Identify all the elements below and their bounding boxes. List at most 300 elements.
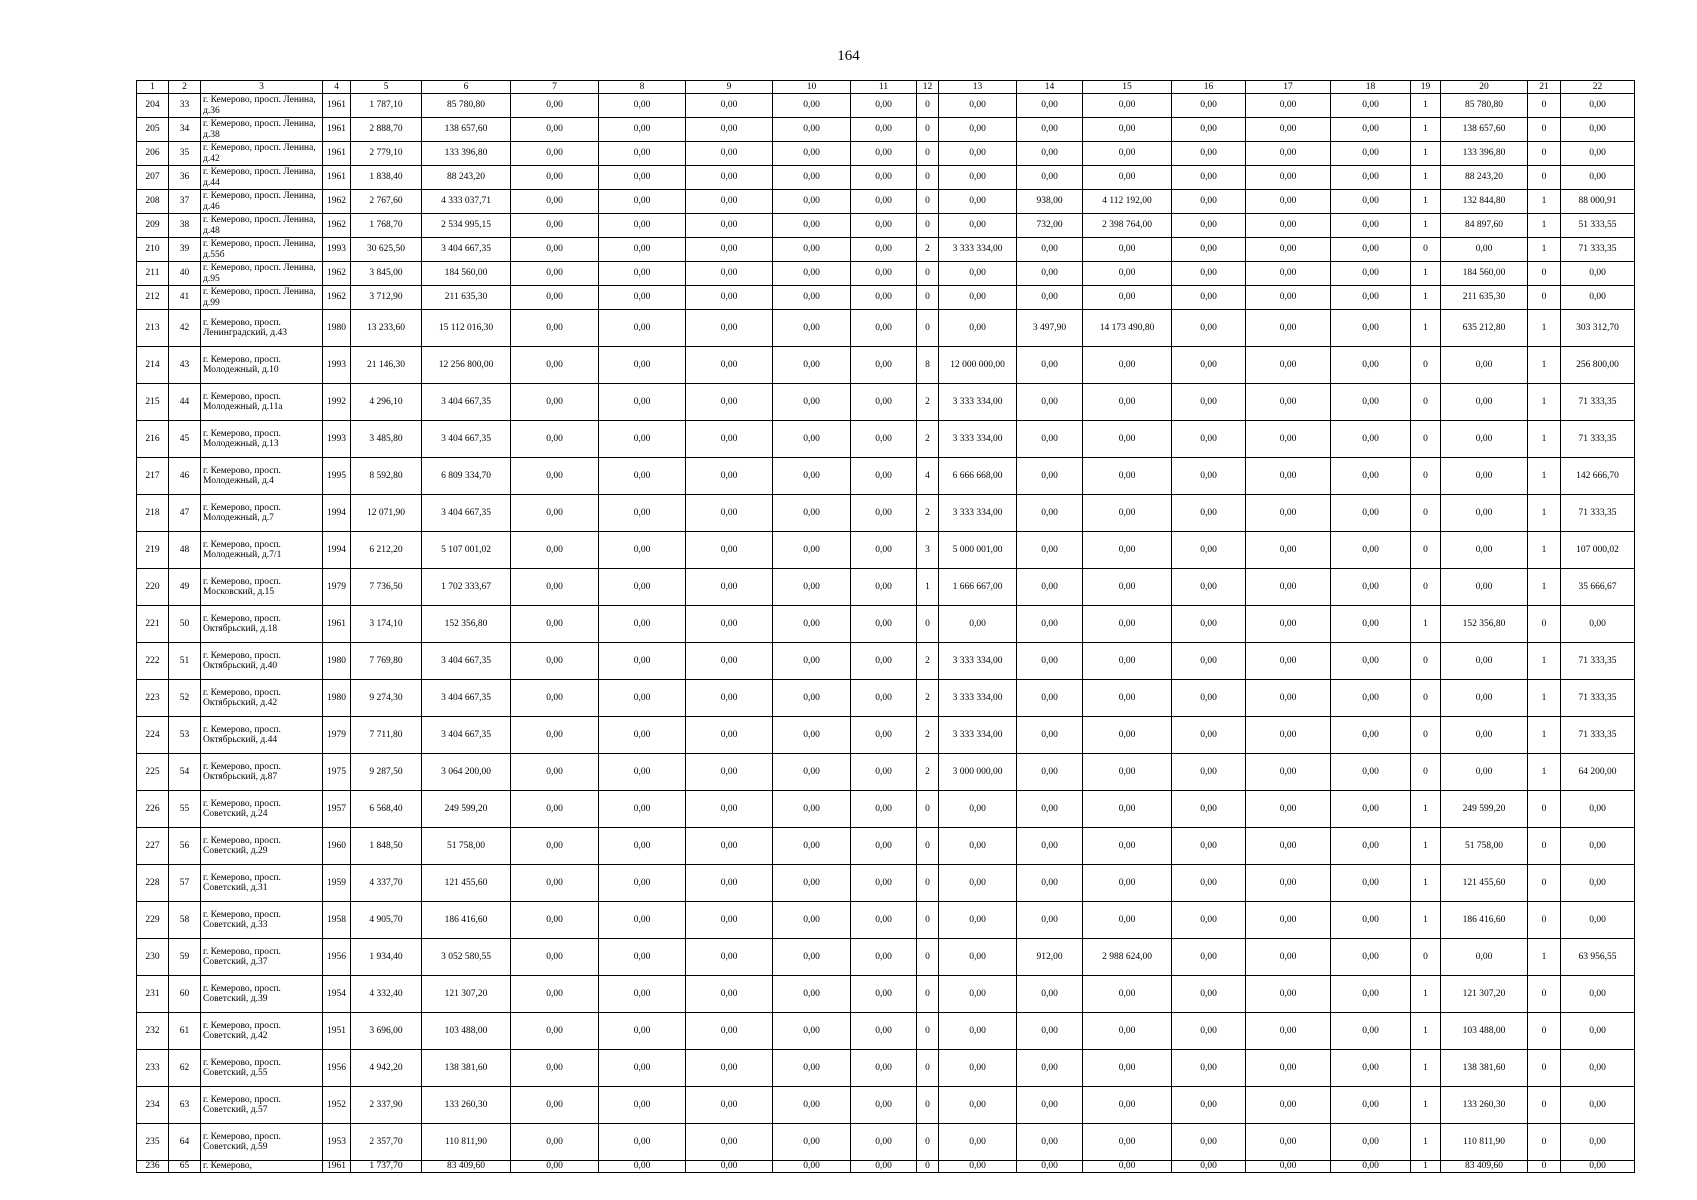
table-cell: 1	[1411, 1124, 1441, 1161]
table-row	[137, 286, 1635, 310]
table-cell: 71 333,35	[1561, 238, 1635, 262]
table-cell: 58	[169, 902, 201, 939]
table-cell: 1992	[323, 384, 351, 421]
address-cell: г. Кемерово, просп. Советский, д.37	[201, 939, 323, 976]
table-cell: 0,00	[1331, 214, 1411, 238]
table-cell: 0,00	[1017, 118, 1083, 142]
table-cell: 1	[1528, 643, 1561, 680]
table-cell: 0,00	[773, 384, 851, 421]
table-cell: 208	[137, 190, 169, 214]
table-cell: 225	[137, 754, 169, 791]
table-cell: 0,00	[939, 1050, 1017, 1087]
table-cell: 0,00	[686, 1161, 773, 1173]
table-cell: 0	[1528, 1050, 1561, 1087]
table-cell: 0,00	[511, 384, 599, 421]
table-cell: 1	[1528, 238, 1561, 262]
address-cell: г. Кемерово, просп. Октябрьский, д.87	[201, 754, 323, 791]
table-cell: 2 988 624,00	[1083, 939, 1172, 976]
table-cell: 0,00	[686, 680, 773, 717]
table-cell: 13 233,60	[351, 310, 422, 347]
table-cell: 0,00	[773, 532, 851, 569]
table-cell: 0,00	[1017, 569, 1083, 606]
table-cell: 1	[1411, 1050, 1441, 1087]
table-cell: 0,00	[599, 532, 686, 569]
address-cell: г. Кемерово, просп. Советский, д.24	[201, 791, 323, 828]
table-cell: 0,00	[1441, 717, 1528, 754]
table-cell: 0,00	[686, 939, 773, 976]
table-cell: 83 409,60	[1441, 1161, 1528, 1173]
table-cell: 0,00	[686, 458, 773, 495]
table-cell: 0,00	[1441, 458, 1528, 495]
table-cell: 0,00	[851, 458, 917, 495]
table-cell: 0,00	[1172, 421, 1246, 458]
table-cell: 54	[169, 754, 201, 791]
table-cell: 85 780,80	[1441, 94, 1528, 118]
table-cell: 0,00	[1246, 1124, 1331, 1161]
table-cell: 0,00	[599, 1161, 686, 1173]
table-cell: 1962	[323, 214, 351, 238]
column-number-cell: 21	[1528, 81, 1561, 94]
table-cell: 7 736,50	[351, 569, 422, 606]
table-cell: 9 287,50	[351, 754, 422, 791]
table-cell: 0,00	[1561, 94, 1635, 118]
table-cell: 0,00	[851, 717, 917, 754]
table-row	[137, 939, 1635, 976]
table-cell: 0,00	[1017, 791, 1083, 828]
table-cell: 1	[1528, 310, 1561, 347]
table-cell: 0,00	[1083, 262, 1172, 286]
table-cell: 0,00	[1172, 310, 1246, 347]
table-cell: 1	[1411, 286, 1441, 310]
column-number-cell: 11	[851, 81, 917, 94]
column-number-cell: 4	[323, 81, 351, 94]
table-cell: 0,00	[773, 902, 851, 939]
table-cell: 1961	[323, 118, 351, 142]
table-cell: 132 844,80	[1441, 190, 1528, 214]
table-cell: 186 416,60	[1441, 902, 1528, 939]
table-cell: 0,00	[773, 865, 851, 902]
table-cell: 222	[137, 643, 169, 680]
table-cell: 0	[917, 262, 939, 286]
table-cell: 0	[1528, 1161, 1561, 1173]
table-cell: 1961	[323, 94, 351, 118]
address-cell: г. Кемерово, просп. Октябрьский, д.18	[201, 606, 323, 643]
table-cell: 36	[169, 166, 201, 190]
table-cell: 0,00	[686, 828, 773, 865]
table-cell: 0,00	[1441, 939, 1528, 976]
table-cell: 0,00	[1017, 606, 1083, 643]
table-cell: 0,00	[686, 94, 773, 118]
table-cell: 0,00	[1172, 606, 1246, 643]
address-cell: г. Кемерово, просп. Ленина, д.55б	[201, 238, 323, 262]
table-cell: 4 296,10	[351, 384, 422, 421]
table-cell: 635 212,80	[1441, 310, 1528, 347]
table-cell: 0,00	[773, 976, 851, 1013]
table-cell: 0,00	[686, 190, 773, 214]
table-cell: 0,00	[1246, 569, 1331, 606]
table-cell: 0,00	[1172, 1087, 1246, 1124]
table-cell: 0,00	[939, 828, 1017, 865]
table-cell: 0,00	[939, 166, 1017, 190]
table-cell: 0,00	[1441, 421, 1528, 458]
table-cell: 0,00	[686, 384, 773, 421]
table-cell: 0,00	[686, 310, 773, 347]
table-cell: 0,00	[851, 865, 917, 902]
table-cell: 46	[169, 458, 201, 495]
table-cell: 0,00	[511, 1124, 599, 1161]
table-cell: 211	[137, 262, 169, 286]
table-cell: 0,00	[599, 190, 686, 214]
table-cell: 235	[137, 1124, 169, 1161]
table-cell: 232	[137, 1013, 169, 1050]
address-cell: г. Кемерово, просп. Ленина, д.44	[201, 166, 323, 190]
table-cell: 133 396,80	[422, 142, 511, 166]
table-cell: 0,00	[1246, 94, 1331, 118]
table-cell: 1	[1528, 458, 1561, 495]
table-cell: 1980	[323, 680, 351, 717]
table-cell: 0,00	[851, 569, 917, 606]
table-cell: 0,00	[1331, 262, 1411, 286]
table-cell: 0,00	[1331, 1087, 1411, 1124]
table-cell: 0,00	[599, 118, 686, 142]
table-cell: 0,00	[511, 1013, 599, 1050]
table-cell: 0,00	[773, 262, 851, 286]
table-cell: 43	[169, 347, 201, 384]
address-cell: г. Кемерово, просп. Молодежный, д.4	[201, 458, 323, 495]
table-cell: 0,00	[1172, 680, 1246, 717]
table-cell: 0,00	[1246, 532, 1331, 569]
column-number-cell: 9	[686, 81, 773, 94]
table-row	[137, 166, 1635, 190]
table-cell: 0,00	[686, 865, 773, 902]
address-cell: г. Кемерово, просп. Ленина, д.38	[201, 118, 323, 142]
table-cell: 0,00	[1331, 458, 1411, 495]
table-cell: 0,00	[939, 939, 1017, 976]
table-cell: 30 625,50	[351, 238, 422, 262]
table-cell: 33	[169, 94, 201, 118]
table-cell: 0,00	[773, 717, 851, 754]
table-cell: 1	[1411, 262, 1441, 286]
table-cell: 0,00	[939, 190, 1017, 214]
table-cell: 60	[169, 976, 201, 1013]
table-cell: 0,00	[511, 238, 599, 262]
table-cell: 236	[137, 1161, 169, 1173]
table-cell: 1	[1411, 94, 1441, 118]
table-cell: 0,00	[1083, 902, 1172, 939]
table-cell: 0,00	[1017, 1161, 1083, 1173]
table-cell: 912,00	[1017, 939, 1083, 976]
table-cell: 1 838,40	[351, 166, 422, 190]
table-cell: 0,00	[1083, 1124, 1172, 1161]
table-row	[137, 142, 1635, 166]
table-cell: 0,00	[1017, 828, 1083, 865]
table-cell: 0,00	[939, 262, 1017, 286]
table-row	[137, 458, 1635, 495]
table-row	[137, 384, 1635, 421]
table-cell: 0,00	[1246, 1013, 1331, 1050]
table-cell: 0,00	[599, 166, 686, 190]
table-cell: 207	[137, 166, 169, 190]
table-cell: 0,00	[511, 118, 599, 142]
column-number-cell: 10	[773, 81, 851, 94]
table-cell: 0,00	[1331, 1050, 1411, 1087]
table-cell: 0,00	[1172, 717, 1246, 754]
table-cell: 0,00	[1441, 384, 1528, 421]
table-row	[137, 1087, 1635, 1124]
table-cell: 3 333 334,00	[939, 238, 1017, 262]
table-cell: 38	[169, 214, 201, 238]
address-cell: г. Кемерово, просп. Молодежный, д.13	[201, 421, 323, 458]
table-cell: 233	[137, 1050, 169, 1087]
table-cell: 0	[1411, 458, 1441, 495]
table-cell: 0,00	[1246, 791, 1331, 828]
table-cell: 0,00	[939, 902, 1017, 939]
table-cell: 133 260,30	[422, 1087, 511, 1124]
table-cell: 0,00	[599, 286, 686, 310]
table-cell: 0,00	[1083, 828, 1172, 865]
table-cell: 3 000 000,00	[939, 754, 1017, 791]
table-cell: 0	[917, 286, 939, 310]
table-cell: 0,00	[773, 939, 851, 976]
table-cell: 0,00	[773, 118, 851, 142]
table-cell: 0	[917, 118, 939, 142]
table-cell: 0,00	[686, 717, 773, 754]
table-cell: 0,00	[939, 791, 1017, 828]
table-cell: 0,00	[1083, 1050, 1172, 1087]
table-cell: 1 934,40	[351, 939, 422, 976]
table-cell: 184 560,00	[422, 262, 511, 286]
table-cell: 59	[169, 939, 201, 976]
table-cell: 110 811,90	[422, 1124, 511, 1161]
table-cell: 0,00	[1172, 1013, 1246, 1050]
table-cell: 0,00	[939, 1124, 1017, 1161]
table-cell: 0	[1528, 606, 1561, 643]
table-cell: 1	[917, 569, 939, 606]
table-cell: 0,00	[1172, 495, 1246, 532]
table-cell: 1994	[323, 532, 351, 569]
table-row	[137, 680, 1635, 717]
table-cell: 186 416,60	[422, 902, 511, 939]
table-cell: 0,00	[851, 286, 917, 310]
table-cell: 6 666 668,00	[939, 458, 1017, 495]
table-cell: 0,00	[1331, 142, 1411, 166]
table-cell: 63 956,55	[1561, 939, 1635, 976]
table-cell: 0,00	[1331, 286, 1411, 310]
address-cell: г. Кемерово, просп. Советский, д.59	[201, 1124, 323, 1161]
table-cell: 0,00	[511, 262, 599, 286]
table-cell: 0,00	[1246, 190, 1331, 214]
table-cell: 4 942,20	[351, 1050, 422, 1087]
table-cell: 732,00	[1017, 214, 1083, 238]
table-cell: 0,00	[1246, 1087, 1331, 1124]
table-cell: 0,00	[851, 606, 917, 643]
table-cell: 0	[1528, 1087, 1561, 1124]
table-cell: 0,00	[851, 976, 917, 1013]
table-cell: 0,00	[1172, 214, 1246, 238]
table-cell: 0	[1528, 828, 1561, 865]
table-cell: 938,00	[1017, 190, 1083, 214]
table-cell: 0,00	[851, 643, 917, 680]
table-cell: 0,00	[1246, 310, 1331, 347]
table-cell: 0	[917, 1050, 939, 1087]
table-cell: 0,00	[1441, 532, 1528, 569]
table-cell: 0,00	[1561, 1050, 1635, 1087]
table-cell: 218	[137, 495, 169, 532]
table-cell: 9 274,30	[351, 680, 422, 717]
table-cell: 0,00	[851, 118, 917, 142]
table-cell: 84 897,60	[1441, 214, 1528, 238]
table-cell: 0	[917, 190, 939, 214]
table-cell: 0,00	[1017, 286, 1083, 310]
table-cell: 0,00	[851, 384, 917, 421]
table-cell: 0,00	[1246, 262, 1331, 286]
table-cell: 1961	[323, 1161, 351, 1173]
table-cell: 0,00	[851, 1013, 917, 1050]
table-cell: 0,00	[939, 94, 1017, 118]
column-number-cell: 14	[1017, 81, 1083, 94]
table-cell: 0,00	[599, 976, 686, 1013]
table-cell: 1956	[323, 939, 351, 976]
table-cell: 0,00	[686, 532, 773, 569]
column-number-cell: 19	[1411, 81, 1441, 94]
table-cell: 0,00	[1083, 754, 1172, 791]
table-cell: 61	[169, 1013, 201, 1050]
table-cell: 0,00	[1331, 569, 1411, 606]
table-cell: 0,00	[1172, 94, 1246, 118]
table-cell: 0,00	[511, 976, 599, 1013]
table-cell: 215	[137, 384, 169, 421]
table-cell: 0	[917, 166, 939, 190]
table-cell: 0,00	[939, 142, 1017, 166]
address-cell: г. Кемерово, просп. Советский, д.31	[201, 865, 323, 902]
table-cell: 51	[169, 643, 201, 680]
table-cell: 0,00	[1331, 384, 1411, 421]
table-cell: 1979	[323, 717, 351, 754]
table-cell: 3 333 334,00	[939, 680, 1017, 717]
table-cell: 0,00	[511, 569, 599, 606]
table-cell: 71 333,35	[1561, 717, 1635, 754]
table-cell: 0,00	[1441, 643, 1528, 680]
table-cell: 2 357,70	[351, 1124, 422, 1161]
table-cell: 41	[169, 286, 201, 310]
table-cell: 0,00	[599, 142, 686, 166]
table-cell: 71 333,35	[1561, 384, 1635, 421]
address-cell: г. Кемерово, просп. Октябрьский, д.42	[201, 680, 323, 717]
table-cell: 0,00	[1246, 606, 1331, 643]
table-cell: 4 332,40	[351, 976, 422, 1013]
table-cell: 121 307,20	[422, 976, 511, 1013]
table-cell: 71 333,35	[1561, 421, 1635, 458]
table-cell: 0	[1528, 865, 1561, 902]
table-cell: 152 356,80	[422, 606, 511, 643]
table-cell: 1 768,70	[351, 214, 422, 238]
table-cell: 0,00	[851, 532, 917, 569]
table-cell: 0,00	[1017, 142, 1083, 166]
table-cell: 51 333,55	[1561, 214, 1635, 238]
table-cell: 0,00	[1083, 458, 1172, 495]
table-cell: 0	[1411, 717, 1441, 754]
table-cell: 0,00	[599, 717, 686, 754]
table-cell: 0,00	[1017, 262, 1083, 286]
table-cell: 0,00	[686, 902, 773, 939]
table-cell: 6 809 334,70	[422, 458, 511, 495]
table-cell: 2 767,60	[351, 190, 422, 214]
table-cell: 0	[917, 606, 939, 643]
table-cell: 2	[917, 680, 939, 717]
table-cell: 3 404 667,35	[422, 421, 511, 458]
table-cell: 0	[1411, 238, 1441, 262]
table-cell: 0,00	[1083, 347, 1172, 384]
table-cell: 0,00	[1331, 1124, 1411, 1161]
table-cell: 0,00	[1172, 1124, 1246, 1161]
table-cell: 223	[137, 680, 169, 717]
table-cell: 7 769,80	[351, 643, 422, 680]
table-cell: 1 848,50	[351, 828, 422, 865]
column-number-cell: 12	[917, 81, 939, 94]
table-cell: 0,00	[511, 166, 599, 190]
table-cell: 4 337,70	[351, 865, 422, 902]
address-cell: г. Кемерово,	[201, 1161, 323, 1173]
table-row	[137, 421, 1635, 458]
table-cell: 1962	[323, 286, 351, 310]
table-cell: 48	[169, 532, 201, 569]
table-cell: 0,00	[599, 384, 686, 421]
table-cell: 0,00	[686, 166, 773, 190]
table-cell: 0,00	[686, 142, 773, 166]
table-row	[137, 976, 1635, 1013]
table-row	[137, 1124, 1635, 1161]
table-cell: 0,00	[1172, 262, 1246, 286]
table-cell: 1	[1411, 166, 1441, 190]
table-cell: 0,00	[599, 680, 686, 717]
table-cell: 83 409,60	[422, 1161, 511, 1173]
table-cell: 3 404 667,35	[422, 680, 511, 717]
table-cell: 56	[169, 828, 201, 865]
table-cell: 0,00	[1017, 754, 1083, 791]
data-table	[136, 80, 1635, 1173]
table-cell: 1962	[323, 262, 351, 286]
table-cell: 0,00	[851, 754, 917, 791]
column-number-cell: 13	[939, 81, 1017, 94]
table-cell: 0,00	[851, 142, 917, 166]
table-cell: 0,00	[773, 754, 851, 791]
table-cell: 0	[917, 1124, 939, 1161]
table-cell: 0,00	[599, 791, 686, 828]
table-cell: 0,00	[1017, 495, 1083, 532]
table-cell: 0,00	[1331, 939, 1411, 976]
column-number-cell: 22	[1561, 81, 1635, 94]
table-cell: 62	[169, 1050, 201, 1087]
table-cell: 0,00	[511, 606, 599, 643]
table-cell: 0,00	[773, 166, 851, 190]
table-cell: 0,00	[851, 1050, 917, 1087]
table-row	[137, 94, 1635, 118]
table-cell: 52	[169, 680, 201, 717]
table-cell: 1	[1411, 118, 1441, 142]
table-cell: 0,00	[1561, 286, 1635, 310]
table-cell: 0,00	[1246, 421, 1331, 458]
address-cell: г. Кемерово, просп. Московский, д.15	[201, 569, 323, 606]
table-cell: 0,00	[1331, 680, 1411, 717]
table-cell: 121 455,60	[1441, 865, 1528, 902]
table-row	[137, 754, 1635, 791]
table-cell: 4 112 192,00	[1083, 190, 1172, 214]
table-cell: 0,00	[1172, 142, 1246, 166]
table-cell: 2 534 995,15	[422, 214, 511, 238]
table-cell: 0,00	[1017, 1013, 1083, 1050]
table-cell: 0,00	[939, 118, 1017, 142]
table-cell: 142 666,70	[1561, 458, 1635, 495]
